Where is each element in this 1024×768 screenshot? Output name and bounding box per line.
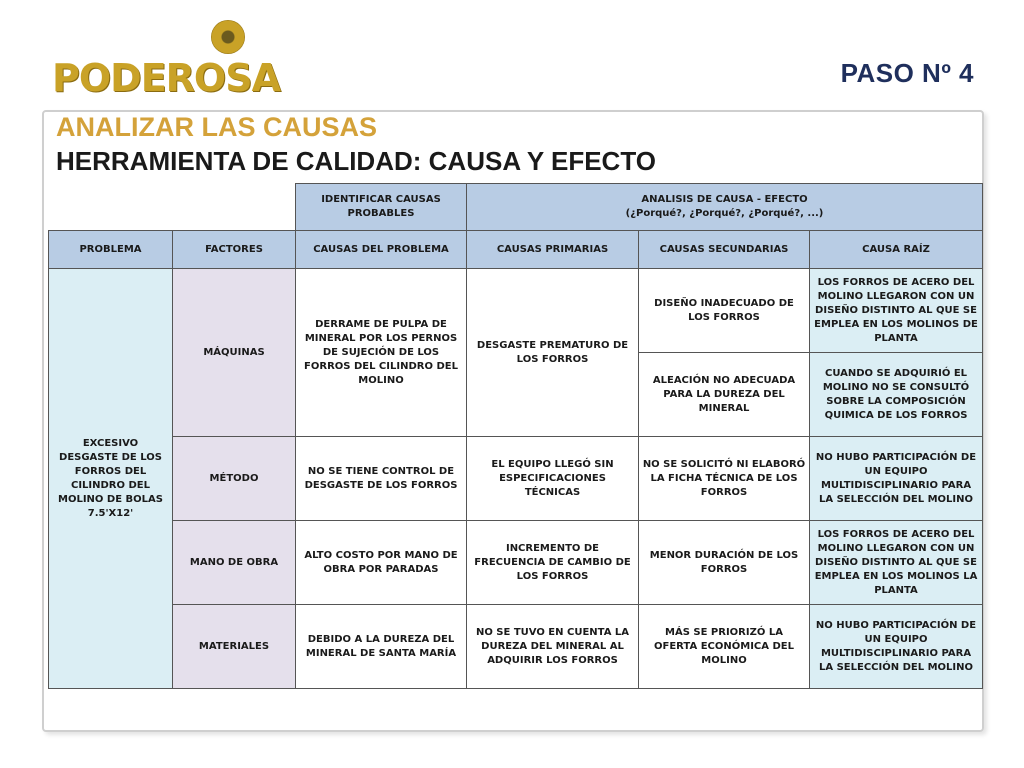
table-row-materials — [49, 605, 983, 689]
column-header-root-cause: CAUSA RAÍZ — [810, 231, 983, 269]
root-method: NO HUBO PARTICIPACIÓN DE UN EQUIPO MULTIDISCIPLINARIO PARA LA SELECCIÓN DEL MOLINO — [810, 437, 983, 521]
secondary-method: NO SE SOLICITÓ NI ELABORÓ LA FICHA TÉCNICA DE LOS FORROS — [639, 437, 810, 521]
primary-machines: DESGASTE PREMATURO DE LOS FORROS — [467, 269, 639, 437]
primary-labor: INCREMENTO DE FRECUENCIA DE CAMBIO DE LOS FORROS — [467, 521, 639, 605]
table-row-method — [49, 437, 983, 521]
factor-materials: MATERIALES — [173, 605, 296, 689]
section-subtitle: HERRAMIENTA DE CALIDAD: CAUSA Y EFECTO — [56, 146, 656, 176]
secondary-materials: MÁS SE PRIORIZÓ LA OFERTA ECONÓMICA DEL MOLINO — [639, 605, 810, 689]
root-labor: LOS FORROS DE ACERO DEL MOLINO LLEGARON CON UN DISEÑO DISTINTO AL QUE SE EMPLEA EN LOS MOLINOS LA PLANTA — [810, 521, 983, 605]
column-header-primary-causes: CAUSAS PRIMARIAS — [467, 231, 639, 269]
table-column-header-row — [49, 231, 983, 269]
cause-labor: ALTO COSTO POR MANO DE OBRA POR PARADAS — [296, 521, 467, 605]
poderosa-logo — [52, 20, 314, 98]
cause-effect-table — [48, 183, 983, 689]
cause-method: NO SE TIENE CONTROL DE DESGASTE DE LOS FORROS — [296, 437, 467, 521]
column-header-factors: FACTORES — [173, 231, 296, 269]
cause-machines: DERRAME DE PULPA DE MINERAL POR LOS PERNOS DE SUJECIÓN DE LOS FORROS DEL CILINDRO DEL MOLINO — [296, 269, 467, 437]
factor-labor: MANO DE OBRA — [173, 521, 296, 605]
column-header-problem: PROBLEMA — [49, 231, 173, 269]
table-row-labor — [49, 521, 983, 605]
analysis-subtitle: (¿Porqué?, ¿Porqué?, ¿Porqué?, ...) — [625, 208, 824, 219]
cause-materials: DEBIDO A LA DUREZA DEL MINERAL DE SANTA MARÍA — [296, 605, 467, 689]
step-label: PASO Nº 4 — [840, 58, 974, 88]
logo-text: PODEROSA — [52, 56, 280, 100]
primary-method: EL EQUIPO LLEGÓ SIN ESPECIFICACIONES TÉCNICAS — [467, 437, 639, 521]
factor-method: MÉTODO — [173, 437, 296, 521]
logo-ring-icon — [211, 20, 245, 54]
analysis-title: ANALISIS DE CAUSA - EFECTO — [641, 194, 808, 205]
factor-machines: MÁQUINAS — [173, 269, 296, 437]
table-row-machines-a — [49, 269, 983, 353]
root-materials: NO HUBO PARTICIPACIÓN DE UN EQUIPO MULTIDISCIPLINARIO PARA LA SELECCIÓN DEL MOLINO — [810, 605, 983, 689]
root-machines-a: LOS FORROS DE ACERO DEL MOLINO LLEGARON CON UN DISEÑO DISTINTO AL QUE SE EMPLEA EN LOS MOLINOS DE PLANTA — [810, 269, 983, 353]
secondary-machines-b: ALEACIÓN NO ADECUADA PARA LA DUREZA DEL MINERAL — [639, 353, 810, 437]
column-header-secondary-causes: CAUSAS SECUNDARIAS — [639, 231, 810, 269]
column-header-problem-causes: CAUSAS DEL PROBLEMA — [296, 231, 467, 269]
table-top-header-row — [49, 184, 983, 231]
problem-cell: EXCESIVO DESGASTE DE LOS FORROS DEL CILINDRO DEL MOLINO DE BOLAS 7.5'X12' — [49, 269, 173, 689]
section-title: ANALIZAR LAS CAUSAS — [56, 112, 377, 142]
header-cause-effect-analysis — [467, 184, 983, 231]
header-identify-causes: IDENTIFICAR CAUSAS PROBABLES — [296, 184, 467, 231]
secondary-machines-a: DISEÑO INADECUADO DE LOS FORROS — [639, 269, 810, 353]
secondary-labor: MENOR DURACIÓN DE LOS FORROS — [639, 521, 810, 605]
root-machines-b: CUANDO SE ADQUIRIÓ EL MOLINO NO SE CONSULTÓ SOBRE LA COMPOSICIÓN QUIMICA DE LOS FORROS — [810, 353, 983, 437]
blank-cell — [49, 184, 296, 231]
primary-materials: NO SE TUVO EN CUENTA LA DUREZA DEL MINERAL AL ADQUIRIR LOS FORROS — [467, 605, 639, 689]
